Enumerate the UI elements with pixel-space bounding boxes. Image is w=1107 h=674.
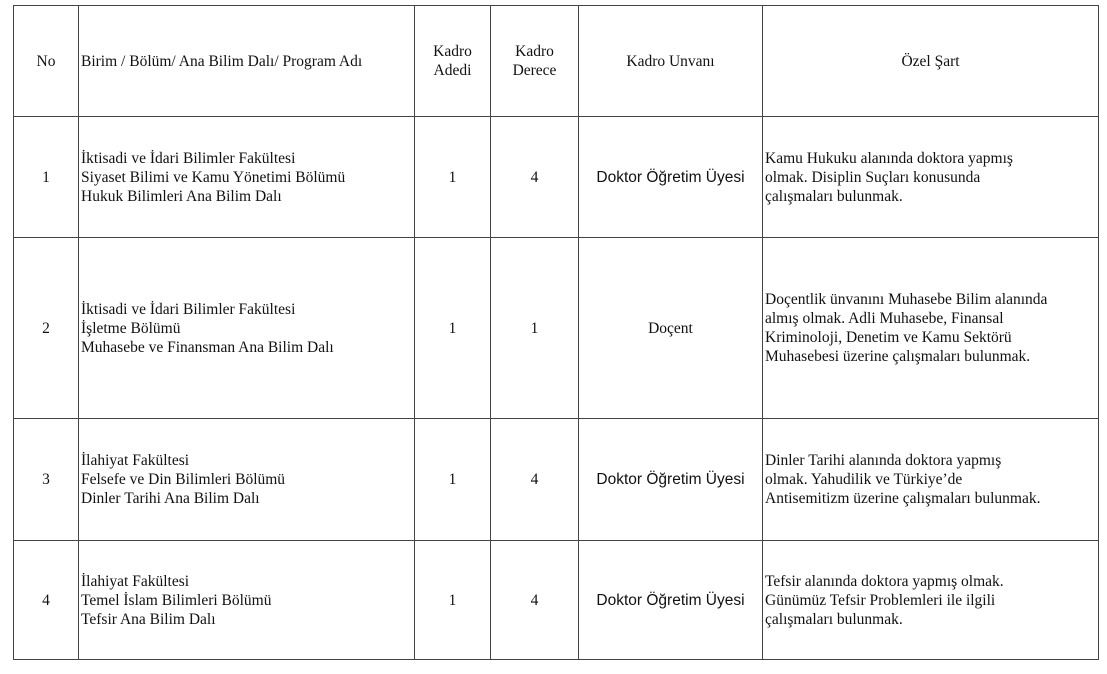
header-birim: Birim / Bölüm/ Ana Bilim Dalı/ Program Adı: [79, 6, 415, 117]
cell-birim: İktisadi ve İdari Bilimler Fakültesi Siyaset Bilimi ve Kamu Yönetimi Bölümü Hukuk Bilimleri Ana Bilim Dalı: [79, 117, 415, 238]
table-row: [14, 238, 1099, 419]
cell-birim: İktisadi ve İdari Bilimler Fakültesi İşletme Bölümü Muhasebe ve Finansman Ana Bilim Dalı: [79, 238, 415, 419]
cell-kadro-unvani: Doktor Öğretim Üyesi: [579, 117, 763, 238]
header-ozel-sart: Özel Şart: [763, 6, 1099, 117]
cell-kadro-adedi: 1: [415, 419, 491, 541]
cell-kadro-adedi: 1: [415, 541, 491, 660]
cell-kadro-adedi: 1: [415, 117, 491, 238]
cell-no: 3: [14, 419, 79, 541]
header-kadro-unvani: Kadro Unvanı: [579, 6, 763, 117]
cell-no: 1: [14, 117, 79, 238]
cell-kadro-unvani: Doçent: [579, 238, 763, 419]
cell-birim: İlahiyat Fakültesi Felsefe ve Din Bilimleri Bölümü Dinler Tarihi Ana Bilim Dalı: [79, 419, 415, 541]
cell-ozel-sart: Doçentlik ünvanını Muhasebe Bilim alanında almış olmak. Adli Muhasebe, Finansal Kriminoloji, Denetim ve Kamu Sektörü Muhasebesi üzerine çalışmaları bulunmak.: [763, 238, 1099, 419]
cell-ozel-sart: Tefsir alanında doktora yapmış olmak. Günümüz Tefsir Problemleri ile ilgili çalışmaları bulunmak.: [763, 541, 1099, 660]
cell-no: 2: [14, 238, 79, 419]
cell-kadro-derece: 4: [491, 419, 579, 541]
cell-kadro-unvani: Doktor Öğretim Üyesi: [579, 541, 763, 660]
cell-kadro-adedi: 1: [415, 238, 491, 419]
cell-kadro-unvani: Doktor Öğretim Üyesi: [579, 419, 763, 541]
cell-ozel-sart: Dinler Tarihi alanında doktora yapmış olmak. Yahudilik ve Türkiye’de Antisemitizm üzerine çalışmaları bulunmak.: [763, 419, 1099, 541]
header-no: No: [14, 6, 79, 117]
table-row: [14, 117, 1099, 238]
table-header-row: [14, 6, 1099, 117]
cell-ozel-sart: Kamu Hukuku alanında doktora yapmış olmak. Disiplin Suçları konusunda çalışmaları bulunmak.: [763, 117, 1099, 238]
table-row: [14, 541, 1099, 660]
kadro-table: [13, 5, 1099, 660]
table-row: [14, 419, 1099, 541]
cell-kadro-derece: 4: [491, 117, 579, 238]
cell-birim: İlahiyat Fakültesi Temel İslam Bilimleri Bölümü Tefsir Ana Bilim Dalı: [79, 541, 415, 660]
header-kadro-derece: Kadro Derece: [491, 6, 579, 117]
cell-kadro-derece: 1: [491, 238, 579, 419]
cell-kadro-derece: 4: [491, 541, 579, 660]
header-kadro-adedi: Kadro Adedi: [415, 6, 491, 117]
cell-no: 4: [14, 541, 79, 660]
